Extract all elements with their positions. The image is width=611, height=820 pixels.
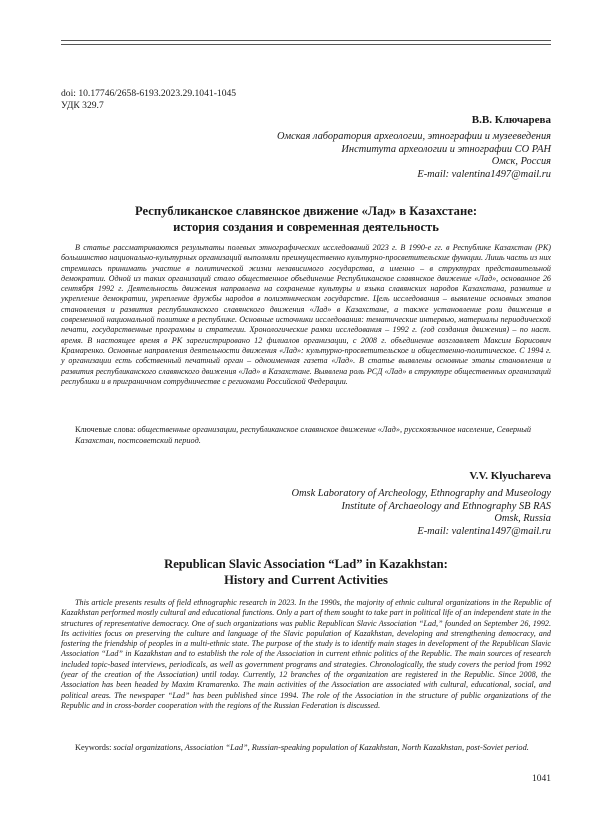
ru-affiliation-line: Института археологии и этнографии СО РАН	[341, 143, 551, 155]
en-keywords-label: Keywords:	[75, 743, 114, 752]
ru-keywords	[61, 425, 551, 446]
ru-affiliation-line: Омская лаборатория археологии, этнографии и музееведения	[276, 131, 551, 142]
ru-title-line: история создания и современная деятельность	[173, 220, 439, 234]
ru-author: В.В. Ключарева	[471, 114, 551, 126]
en-title	[61, 556, 551, 588]
en-author: V.V. Klyuchareva	[469, 470, 551, 482]
en-affiliation-line: Omsk, Russia	[494, 513, 551, 525]
ru-affiliation-line: Омск, Россия	[491, 156, 551, 168]
en-keywords	[61, 743, 551, 754]
ru-abstract: В статье рассматриваются результаты полевых этнографических исследований 2023 г. В 1990-е гг. в Республике Казахстан (РК) большинство национально-культурных организаций выполняли преимущественно культурно-просветительские функции. Лишь часть из них стремилась принимать участие в политической жизни независимого государства, а именно – в структурах представительной демократии. Одной из таких организаций стало общественное объединение Республиканское славянское движение «Лад», основанное 26 сентября 1992 г. Деятельность движения направлена на сохранение культуры и языка славянских народов Казахстана, развитие и укрепление демократии, укрепление дружбы народов в полиэтническом государстве. Цель исследования – выявление основных этапов становления и развития республиканского славянского движения «Лад» в Казахстане, а также установление роли движения в современной национальной политике в республике. Основные источники исследования: тематические интервью, материалы периодической печати, государственные программы и стратегии. Хронологические рамки исследования – 1992 г. (год создания движения) – по наст. время. В настоящее время в РК зарегистрировано 12 филиалов организации, с 2008 г. объединение возглавляет Максим Борисович Крамаренко. Основные направления деятельности движения «Лад»: культурно-просветительское и общественно-политическое. С 1994 г. у организации есть собственный печатный орган – одноименная газета «Лад». В статье выявлены основные этапы становления и развития республиканского славянского движения «Лад» в Казахстане. Выявлена роль РСД «Лад» в структуре общественных организаций республики и в приграничном сотрудничестве с регионами Российской Федерации.	[61, 243, 551, 386]
ru-keywords-list: общественные организации, республиканское славянское движение «Лад», русскоязычное население, Северный Казахстан, постсоветский период.	[75, 425, 532, 445]
ru-email: E-mail: valentina1497@mail.ru	[417, 168, 551, 180]
en-email: E-mail: valentina1497@mail.ru	[417, 525, 551, 537]
en-title-line: Republican Slavic Association “Lad” in Kazakhstan:	[164, 557, 448, 571]
header-rule-bottom	[61, 44, 551, 45]
ru-affiliation	[277, 131, 551, 181]
header-rule-top	[61, 40, 551, 41]
ru-title-line: Республиканское славянское движение «Лад» в Казахстане:	[134, 204, 478, 218]
ru-title	[61, 203, 551, 235]
en-affiliation-line: Institute of Archaeology and Ethnography SB RAS	[341, 500, 551, 512]
page-number: 1041	[532, 774, 551, 784]
en-keywords-list: social organizations, Association “Lad”, Russian-speaking population of Kazakhstan, North Kazakhstan, post-Soviet period.	[113, 743, 529, 752]
doi: doi: 10.17746/2658-6193.2023.29.1041-1045	[61, 88, 237, 99]
en-abstract: This article presents results of field ethnographic research in 2023. In the 1990s, the majority of ethnic cultural organizations in the Republic of Kazakhstan performed mostly cultural and educational functions. Only a part of them sought to take part in political life of an independent state in the structures of representative democracy. One of such organizations was public Republican Slavic Association “Lad,” founded on September 26, 1992. Its activities focus on preserving the culture and language of the Slavic population of Kazakhstan, developing and strengthening democracy, and fostering the friendship of peoples in a multi-ethnic state. The purpose of the study is to identify main stages in development of the Republican Slavic Association “Lad” in Kazakhstan and to establish the role of the Association in current ethnic politics of the Republic. The main sources of research included topic-based interviews, periodicals, as well as government programs and strategies. Chronologically, the study covers the period from 1992 (year of the creation of the Association) until today. Currently, 12 branches of the organization are registered in the Republic. Since 2008, the Association has been headed by Maxim Kramarenko. The main activities of the Association are associated with cultural, educational, social, and political areas. The newspaper “Lad” has been published since 1994. The role of the Association in the structure of public organizations of the Republic and in cross-border cooperation with the regions of the Russian Federation is discussed.	[61, 598, 551, 710]
udc: УДК 329.7	[61, 100, 104, 111]
en-title-line: History and Current Activities	[224, 573, 388, 587]
ru-keywords-label: Ключевые слова:	[75, 425, 138, 434]
en-affiliation-line: Omsk Laboratory of Archeology, Ethnography and Museology	[291, 488, 551, 499]
en-affiliation	[292, 488, 551, 538]
